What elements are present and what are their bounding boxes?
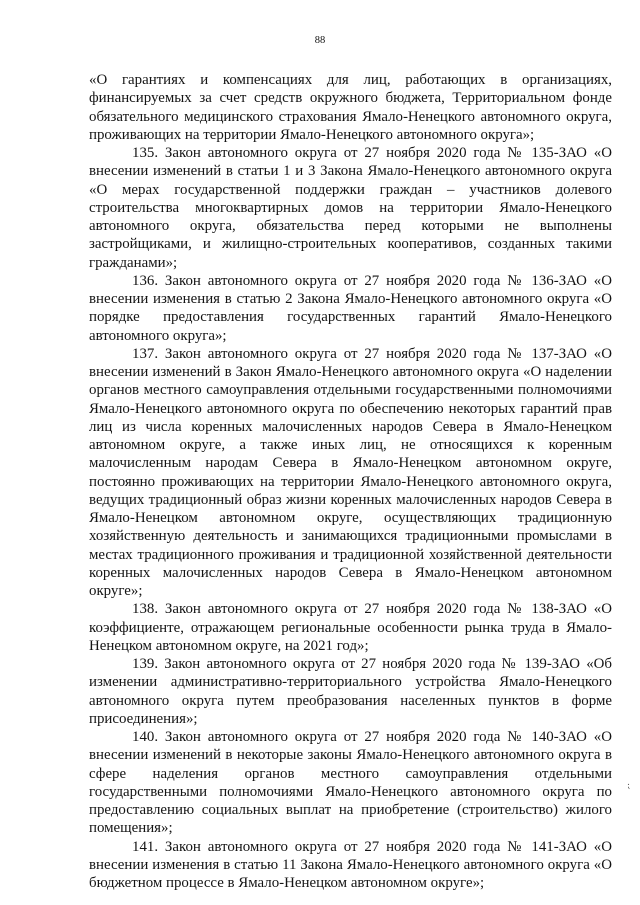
intro-paragraph: «О гарантиях и компенсациях для лиц, работающих в организациях, финансируемых за счет средств окружного бюджета, Территориальном фонде обязательного медицинского страхования Ямало-Ненецкого автономного округа, проживающих на территории Ямало-Ненецкого автономного округа»; [89,72,612,143]
law-item-136: 136. Закон автономного округа от 27 ноября 2020 года № 136-ЗАО «О внесении изменения в статью 2 Закона Ямало-Ненецкого автономного округа «О порядке предоставления государственных гарантий Ямало-Ненецкого автономного округа»; [89,272,612,344]
law-item-135: 135. Закон автономного округа от 27 ноября 2020 года № 135-ЗАО «О внесении изменений в статьи 1 и 3 Закона Ямало-Ненецкого автономного округа «О мерах государственной поддержки граждан – участников долевого строительства многоквартирных домов на территории Ямало-Ненецкого автономного округа, обязательства перед которыми не выполнены застройщиками, и жилищно-строительных кооперативов, созданных такими гражданами»; [89,145,612,271]
margin-scan-mark: ⁏ [627,780,631,790]
document-body [89,71,612,892]
law-item-137: 137. Закон автономного округа от 27 ноября 2020 года № 137-ЗАО «О внесении изменений в Закон Ямало-Ненецкого автономного округа «О наделении органов местного самоуправления отдельными государственными полномочиями Ямало-Ненецкого автономного округа по обеспечению некоторых гарантий прав лиц из числа коренных малочисленных народов Севера в Ямало-Ненецком автономном округе, а также иных лиц, не относящихся к коренным малочисленным народам Севера в Ямало-Ненецком автономном округе, постоянно проживающих на территории Ямало-Ненецкого автономного округа, ведущих традиционный образ жизни коренных малочисленных народов Севера в Ямало-Ненецком автономном округе, осуществляющих традиционную хозяйственную деятельность и занимающихся традиционными промыслами в местах традиционного проживания и традиционной хозяйственной деятельности коренных малочисленных народов Севера в Ямало-Ненецком автономном округе»; [89,345,612,599]
page-number: 88 [314,35,326,46]
law-item-141: 141. Закон автономного округа от 27 ноября 2020 года № 141-ЗАО «О внесении изменения в статью 11 Закона Ямало-Ненецкого автономного округа «О бюджетном процессе в Ямало-Ненецком автономном округе»; [89,838,612,891]
law-item-138: 138. Закон автономного округа от 27 ноября 2020 года № 138-ЗАО «О коэффициенте, отражающем региональные особенности рынка труда в Ямало-Ненецком автономном округе, на 2021 год»; [89,601,612,654]
law-item-140: 140. Закон автономного округа от 27 ноября 2020 года № 140-ЗАО «О внесении изменений в некоторые законы Ямало-Ненецкого автономного округа в сфере наделения органов местного самоуправления отдельными государственными полномочиями Ямало-Ненецкого автономного округа по предоставлению социальных выплат на приобретение (строительство) жилого помещения»; [89,729,612,837]
law-item-139: 139. Закон автономного округа от 27 ноября 2020 года № 139-ЗАО «Об изменении административно-территориального устройства Ямало-Ненецкого автономного округа путем преобразования населенных пунктов в форме присоединения»; [89,656,612,727]
